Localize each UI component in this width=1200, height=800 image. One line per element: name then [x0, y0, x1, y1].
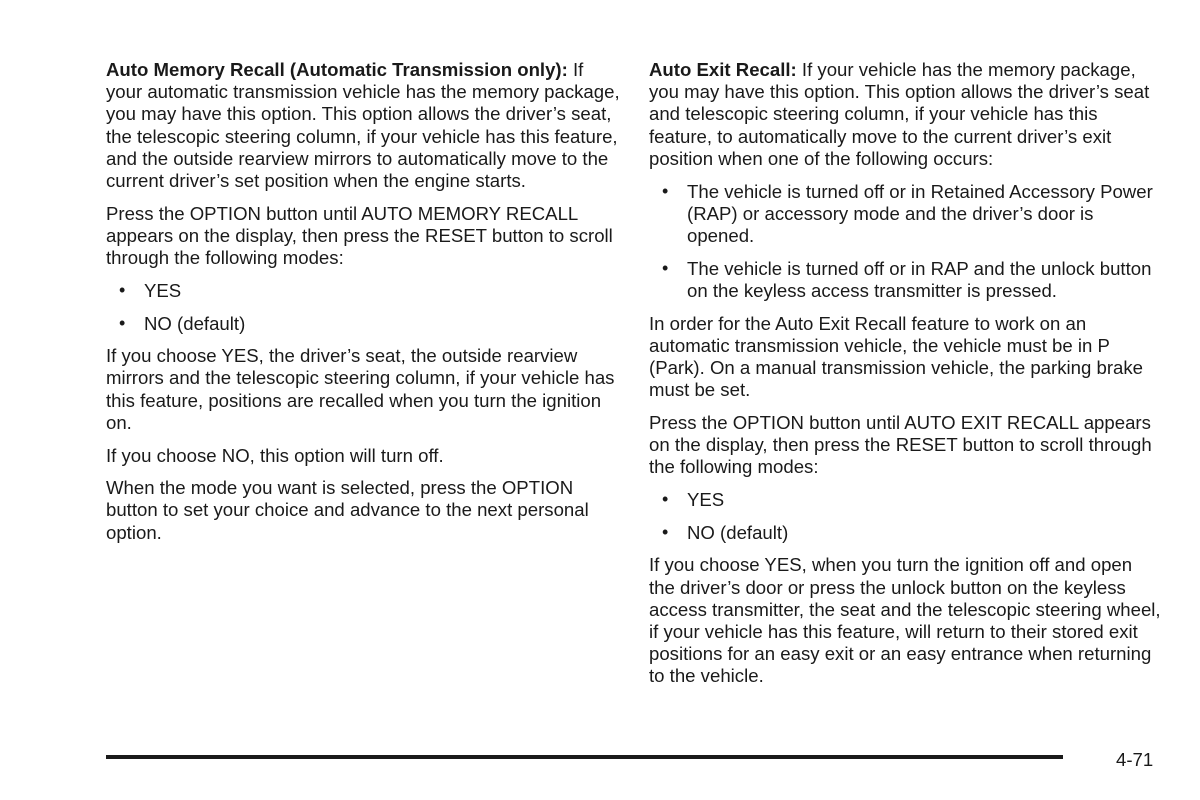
exit-conditions-list	[649, 181, 1163, 303]
auto-exit-recall-intro: If your vehicle has the memory package, you may have this option. This option allows the driver’s seat and telescopic steering column, if your vehicle has this feature, to automatically move to the current driver’s exit position when one of the following occurs:	[649, 59, 1150, 169]
auto-exit-recall-paragraph	[649, 59, 1163, 170]
bullet-icon: •	[662, 521, 669, 542]
condition-unlock-pressed: The vehicle is turned off or in RAP and the unlock button on the keyless access transmitter is pressed.	[687, 257, 1152, 301]
list-item	[649, 522, 1163, 544]
list-item	[649, 489, 1163, 511]
auto-memory-recall-heading: Auto Memory Recall (Automatic Transmission only):	[106, 59, 568, 80]
bullet-icon: •	[662, 488, 669, 509]
mode-yes: YES	[144, 279, 182, 301]
list-item	[106, 280, 620, 302]
choose-no-paragraph: If you choose NO, this option will turn off.	[106, 444, 444, 466]
bullet-icon: •	[662, 180, 669, 201]
left-column	[106, 59, 620, 554]
footer-rule	[106, 755, 1063, 759]
when-selected-paragraph: When the mode you want is selected, press the OPTION button to set your choice and advance to the next personal option.	[106, 477, 589, 543]
mode-yes: YES	[687, 488, 725, 510]
choose-yes-paragraph: If you choose YES, when you turn the ignition off and open the driver’s door or press the unlock button on the keyless access transmitter, the seat and the telescopic steering wheel, if your vehicle has this feature, will return to their stored exit positions for an easy exit or an easy entrance when returning to the vehicle.	[649, 554, 1161, 687]
list-item	[649, 181, 1163, 248]
exit-modes-list	[649, 489, 1163, 544]
mode-no-default: NO (default)	[144, 312, 246, 334]
bullet-icon: •	[662, 257, 669, 278]
mode-no-default: NO (default)	[687, 521, 789, 543]
auto-memory-recall-paragraph	[106, 59, 620, 192]
condition-door-opened: The vehicle is turned off or in Retained Accessory Power (RAP) or accessory mode and the driver’s door is opened.	[687, 180, 1153, 246]
auto-memory-recall-intro: If your automatic transmission vehicle has the memory package, you may have this option. This option allows the driver’s seat, the telescopic steering column, if your vehicle has this feature, and the outside rearview mirrors to automatically move to the current driver’s set position when the engine starts.	[106, 59, 620, 192]
page-number: 4-71	[1116, 749, 1154, 770]
memory-modes-list	[106, 280, 620, 335]
right-column	[649, 59, 1163, 698]
list-item	[106, 313, 620, 335]
in-order-paragraph: In order for the Auto Exit Recall feature to work on an automatic transmission vehicle, the vehicle must be in P (Park). On a manual transmission vehicle, the parking brake must be set.	[649, 312, 1143, 401]
bullet-icon: •	[119, 312, 126, 333]
bullet-icon: •	[119, 279, 126, 300]
press-option-paragraph: Press the OPTION button until AUTO MEMORY RECALL appears on the display, then press the RESET button to scroll through the following modes:	[106, 202, 613, 269]
press-option-paragraph: Press the OPTION button until AUTO EXIT RECALL appears on the display, then press the RESET button to scroll through the following modes:	[649, 411, 1152, 478]
choose-yes-paragraph: If you choose YES, the driver’s seat, the outside rearview mirrors and the telescopic steering column, if your vehicle has this feature, positions are recalled when you turn the ignition on.	[106, 345, 615, 433]
list-item	[649, 258, 1163, 302]
auto-exit-recall-heading: Auto Exit Recall:	[649, 59, 797, 80]
